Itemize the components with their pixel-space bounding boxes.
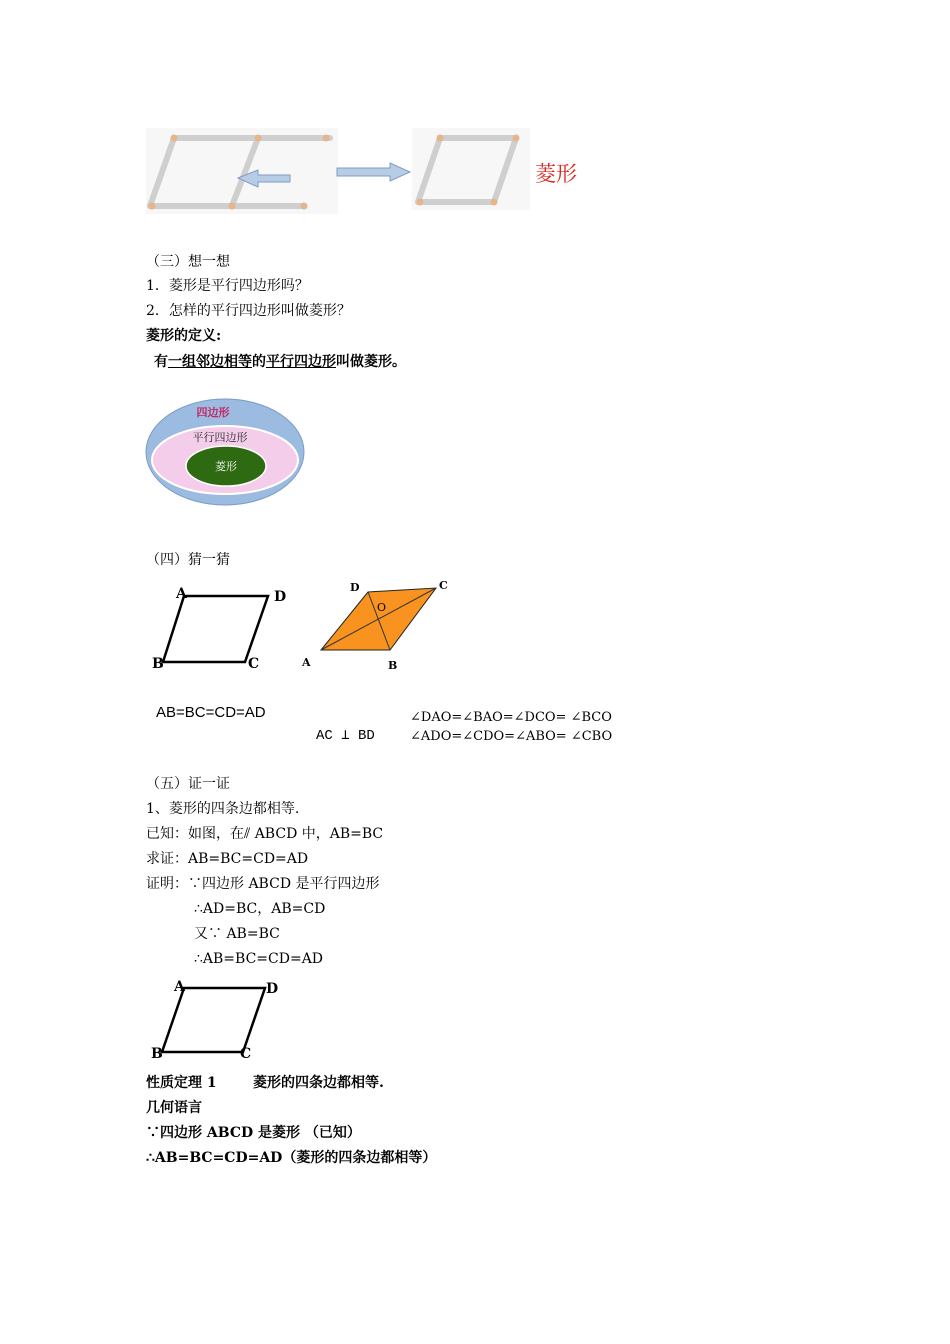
rhombus-vertex-c-label: C xyxy=(439,579,448,592)
vertex-d-label: D xyxy=(274,589,287,605)
definition-title: 菱形的定义: xyxy=(146,328,222,344)
proof-line-2: ∴AD=BC，AB=CD xyxy=(194,901,326,917)
proof-vertex-c-label: C xyxy=(240,1046,252,1062)
theorem-title: 性质定理 1 xyxy=(146,1075,217,1091)
vertex-a-label: A xyxy=(176,586,187,602)
definition-prefix: 有 xyxy=(154,354,168,370)
proof-vertex-a-label: A xyxy=(174,979,185,995)
venn-outer-label: 四边形 xyxy=(196,406,230,419)
perpendicular-statement: AC ⊥ BD xyxy=(316,728,375,744)
venn-inner-label: 菱形 xyxy=(215,460,237,473)
question-1: 1．菱形是平行四边形吗？ xyxy=(146,278,309,294)
proof-line-4: ∴AB=BC=CD=AD xyxy=(194,951,324,967)
theorem-text: 菱形的四条边都相等. xyxy=(253,1075,384,1091)
sides-equal-statement: AB=BC=CD=AD xyxy=(156,704,266,721)
section3-heading: （三）想一想 xyxy=(146,254,230,270)
geometry-line-2: ∴AB=BC=CD=AD（菱形的四条边都相等） xyxy=(146,1150,437,1166)
prove-statement: 求证：AB=BC=CD=AD xyxy=(146,851,309,867)
proof-vertex-b-label: B xyxy=(151,1046,163,1062)
rhombus-label: 菱形 xyxy=(535,162,577,186)
section5-heading: （五）证一证 xyxy=(146,776,230,792)
rhombus-vertex-b-label: B xyxy=(388,659,398,672)
question-2: 2．怎样的平行四边形叫做菱形？ xyxy=(146,303,351,319)
proof-parallelogram-figure xyxy=(144,974,294,1064)
parallelogram-shape xyxy=(163,596,268,662)
matchstick-figure xyxy=(140,124,590,216)
parallelogram-figure xyxy=(144,582,294,674)
definition-mid: 的 xyxy=(252,354,266,370)
proof-parallelogram-shape xyxy=(162,988,265,1052)
proof-line-1: 证明：∵四边形 ABCD 是平行四边形 xyxy=(146,876,380,892)
vertex-b-label: B xyxy=(152,656,164,672)
angles-statement-2: ∠ADO=∠CDO=∠ABO= ∠CBO xyxy=(410,729,613,744)
property-item-1: 1、菱形的四条边都相等. xyxy=(146,801,300,817)
angles-statement-1: ∠DAO=∠BAO=∠DCO= ∠BCO xyxy=(410,710,612,725)
definition-text xyxy=(154,352,406,372)
vertex-c-label: C xyxy=(248,656,260,672)
rhombus-vertex-a-label: A xyxy=(302,656,311,669)
rhombus-center-o-label: O xyxy=(377,601,387,614)
given-statement: 已知：如图，在⫽ ABCD 中，AB=BC xyxy=(146,826,384,842)
definition-suffix: 叫做菱形。 xyxy=(336,354,406,370)
proof-vertex-d-label: D xyxy=(266,981,279,997)
geometry-line-1: ∵四边形 ABCD 是菱形 （已知） xyxy=(146,1125,361,1141)
venn-middle-label: 平行四边形 xyxy=(192,431,248,444)
right-arrow-icon xyxy=(337,163,410,181)
geometry-language-title: 几何语言 xyxy=(146,1100,202,1116)
rhombus-figure xyxy=(298,574,458,676)
definition-term-adjacent-sides: 一组邻边相等 xyxy=(168,354,252,370)
definition-term-parallelogram: 平行四边形 xyxy=(266,354,336,370)
rhombus-vertex-d-label: D xyxy=(350,581,360,594)
venn-diagram xyxy=(144,396,308,508)
proof-line-3: 又∵ AB=BC xyxy=(194,926,280,942)
section4-heading: （四）猜一猜 xyxy=(146,552,230,568)
